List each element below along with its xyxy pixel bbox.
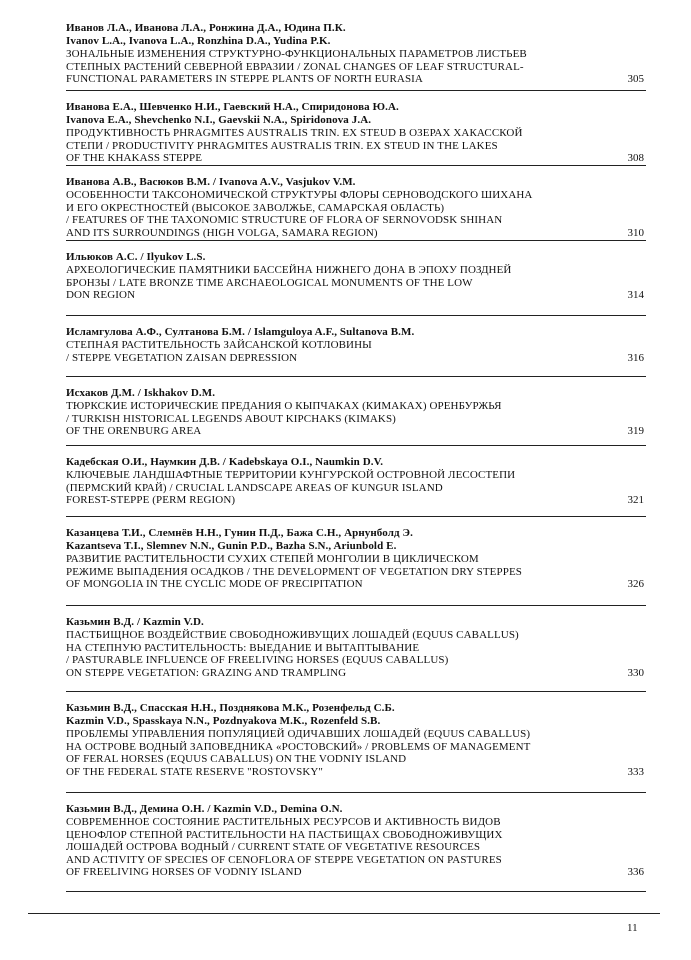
entry-last-line (66, 227, 646, 240)
toc-entry (66, 316, 646, 377)
entry-last-line (66, 766, 646, 779)
entry-title-line: СТЕПИ / PRODUCTIVITY PHRAGMITES AUSTRALIS TRIN. EX STEUD IN THE LAKES (66, 139, 498, 152)
toc-entry (66, 692, 646, 793)
entry-title-line: РАЗВИТИЕ РАСТИТЕЛЬНОСТИ СУХИХ СТЕПЕЙ МОНГОЛИИ В ЦИКЛИЧЕСКОМ (66, 553, 479, 565)
entry-authors-en: Kazantseva T.I., Slemnev N.N., Gunin P.D., Bazha S.N., Ariunbold E. (66, 540, 397, 552)
table-of-contents (66, 16, 646, 892)
entry-title-line: БРОНЗЫ / LATE BRONZE TIME ARCHAEOLOGICAL MONUMENTS OF THE LOW (66, 276, 473, 289)
entry-title-line: ON STEPPE VEGETATION: GRAZING AND TRAMPLING (66, 666, 347, 679)
entry-title-line: / TURKISH HISTORICAL LEGENDS ABOUT KIPCHAKS (KIMAKS) (66, 412, 396, 425)
toc-entry (66, 241, 646, 316)
entry-page-number[interactable]: 319 (627, 425, 644, 437)
entry-title-line: / PASTURABLE INFLUENCE OF FREELIVING HORSES (EQUUS CABALLUS) (66, 654, 449, 666)
entry-title-line: И ЕГО ОКРЕСТНОСТЕЙ (ВЫСОКОЕ ЗАВОЛЖЬЕ, САМАРСКАЯ ОБЛАСТЬ) (66, 201, 445, 214)
entry-last-line (66, 425, 646, 438)
entry-title-line: DON REGION (66, 289, 136, 301)
entry-authors: Исламгулова А.Ф., Султанова Б.М. / Islamguloya A.F., Sultanova B.M. (66, 326, 415, 338)
entry-authors-en: Ivanova E.A., Shevchenko N.I., Gaevskii N.A., Spiridonova J.A. (66, 114, 372, 126)
entry-authors: Кадебская О.И., Наумкин Д.В. / Kadebskaya O.I., Naumkin D.V. (66, 456, 384, 468)
entry-page-number[interactable]: 314 (627, 289, 644, 301)
entry-page-number[interactable]: 330 (627, 666, 644, 679)
entry-authors: Ильюков А.С. / Ilyukov L.S. (66, 251, 206, 263)
entry-title-line: / FEATURES OF THE TAXONOMIC STRUCTURE OF FLORA OF SERNOVODSK SHIHAN (66, 214, 503, 226)
page-bottom-rule (28, 913, 660, 914)
entry-title-line: СОВРЕМЕННОЕ СОСТОЯНИЕ РАСТИТЕЛЬНЫХ РЕСУРСОВ И АКТИВНОСТЬ ВИДОВ (66, 816, 501, 828)
entry-last-line (66, 152, 646, 165)
entry-page-number[interactable]: 326 (627, 578, 644, 590)
entry-title-line: КЛЮЧЕВЫЕ ЛАНДШАФТНЫЕ ТЕРРИТОРИИ КУНГУРСКОЙ ОСТРОВНОЙ ЛЕСОСТЕПИ (66, 469, 516, 481)
toc-entry (66, 606, 646, 692)
entry-authors: Казьмин В.Д. / Kazmin V.D. (66, 616, 204, 628)
entry-authors-ru: Иванова Е.А., Шевченко Н.И., Гаевский Н.А., Спиридонова Ю.А. (66, 101, 399, 113)
entry-title-line: НА ОСТРОВЕ ВОДНЫЙ ЗАПОВЕДНИКА «РОСТОВСКИЙ» / PROBLEMS OF MANAGEMENT (66, 740, 531, 753)
entry-authors: Исхаков Д.М. / Iskhakov D.M. (66, 387, 216, 399)
entry-title-line: OF MONGOLIA IN THE CYCLIC MODE OF PRECIPITATION (66, 578, 363, 590)
entry-title-line: OF THE ORENBURG AREA (66, 425, 202, 437)
entry-last-line (66, 73, 646, 86)
entry-title-line: ТЮРКСКИЕ ИСТОРИЧЕСКИЕ ПРЕДАНИЯ О КЫПЧАКАХ (КИМАКАХ) ОРЕНБУРЖЬЯ (66, 400, 502, 412)
entry-page-number[interactable]: 310 (627, 226, 644, 239)
entry-page-number[interactable]: 321 (627, 494, 644, 506)
entry-authors: Иванова А.В., Васюков В.М. / Ivanova A.V., Vasjukov V.M. (66, 176, 356, 188)
entry-title-line: АРХЕОЛОГИЧЕСКИЕ ПАМЯТНИКИ БАССЕЙНА НИЖНЕГО ДОНА В ЭПОХУ ПОЗДНЕЙ (66, 264, 512, 276)
entry-authors-ru: Иванов Л.А., Иванова Л.А., Ронжина Д.А., Юдина П.К. (66, 22, 346, 34)
toc-entry (66, 517, 646, 606)
toc-entry (66, 16, 646, 91)
entry-title-line: AND ACTIVITY OF SPECIES OF CENOFLORA OF STEPPE VEGETATION ON PASTURES (66, 853, 502, 866)
entry-title-line: OF THE KHAKASS STEPPE (66, 152, 203, 164)
toc-entry (66, 793, 646, 892)
entry-page-number[interactable]: 316 (627, 351, 644, 364)
entry-last-line (66, 866, 646, 879)
entry-title-line: AND ITS SURROUNDINGS (HIGH VOLGA, SAMARA REGION) (66, 226, 378, 239)
entry-title-line: ПРОДУКТИВНОСТЬ PHRAGMITES AUSTRALIS TRIN. EX STEUD В ОЗЕРАХ ХАКАССКОЙ (66, 127, 523, 139)
entry-authors-ru: Казанцева Т.И., Слемнёв Н.Н., Гунин П.Д., Бажа С.Н., Арнунболд Э. (66, 527, 413, 539)
toc-entry (66, 166, 646, 241)
entry-title-line: FOREST-STEPPE (PERM REGION) (66, 494, 236, 506)
entry-last-line (66, 578, 646, 591)
entry-page-number[interactable]: 336 (627, 866, 644, 878)
entry-page-number[interactable]: 333 (627, 765, 644, 778)
entry-title-line: НА СТЕПНУЮ РАСТИТЕЛЬНОСТЬ: ВЫЕДАНИЕ И ВЫТАПТЫВАНИЕ (66, 641, 420, 654)
page-number: 11 (627, 922, 638, 934)
entry-title-line: OF THE FEDERAL STATE RESERVE "ROSTOVSKY" (66, 765, 324, 778)
entry-title-line: ОСОБЕННОСТИ ТАКСОНОМИЧЕСКОЙ СТРУКТУРЫ ФЛОРЫ СЕРНОВОДСКОГО ШИХАНА (66, 189, 533, 201)
entry-page-number[interactable]: 308 (627, 152, 644, 164)
entry-title-line: РЕЖИМЕ ВЫПАДЕНИЯ ОСАДКОВ / THE DEVELOPMENT OF VEGETATION DRY STEPPES (66, 565, 522, 578)
toc-entry (66, 91, 646, 166)
entry-title-line: FUNCTIONAL PARAMETERS IN STEPPE PLANTS OF NORTH EURASIA (66, 73, 423, 85)
entry-last-line (66, 352, 646, 365)
entry-authors-en: Kazmin V.D., Spasskaya N.N., Pozdnyakova M.K., Rozenfeld S.B. (66, 715, 381, 727)
entry-title-line: ПРОБЛЕМЫ УПРАВЛЕНИЯ ПОПУЛЯЦИЕЙ ОДИЧАВШИХ ЛОШАДЕЙ (EQUUS CABALLUS) (66, 728, 531, 740)
entry-title-line: СТЕПНЫХ РАСТЕНИЙ СЕВЕРНОЙ ЕВРАЗИИ / ZONAL CHANGES OF LEAF STRUCTURAL- (66, 60, 524, 73)
entry-title-line: / STEPPE VEGETATION ZAISAN DEPRESSION (66, 351, 298, 364)
entry-title-line: ЛОШАДЕЙ ОСТРОВА ВОДНЫЙ / CURRENT STATE OF VEGETATIVE RESOURCES (66, 841, 481, 853)
entry-page-number[interactable]: 305 (627, 73, 644, 85)
toc-entry (66, 446, 646, 517)
entry-title-line: ПАСТБИЩНОЕ ВОЗДЕЙСТВИЕ СВОБОДНОЖИВУЩИХ ЛОШАДЕЙ (EQUUS CABALLUS) (66, 629, 519, 641)
entry-title-line: СТЕПНАЯ РАСТИТЕЛЬНОСТЬ ЗАЙСАНСКОЙ КОТЛОВИНЫ (66, 339, 372, 351)
entry-last-line (66, 667, 646, 680)
entry-title-line: (ПЕРМСКИЙ КРАЙ) / CRUCIAL LANDSCAPE AREAS OF KUNGUR ISLAND (66, 481, 443, 494)
entry-title-line: ЗОНАЛЬНЫЕ ИЗМЕНЕНИЯ СТРУКТУРНО-ФУНКЦИОНАЛЬНЫХ ПАРАМЕТРОВ ЛИСТЬЕВ (66, 48, 527, 60)
entry-title-line: ЦЕНОФЛОР СТЕПНОЙ РАСТИТЕЛЬНОСТИ НА ПАСТБИЩАХ СВОБОДНОЖИВУЩИХ (66, 828, 503, 841)
entry-title-line: OF FERAL HORSES (EQUUS CABALLUS) ON THE VODNIY ISLAND (66, 753, 407, 765)
entry-title-line: OF FREELIVING HORSES OF VODNIY ISLAND (66, 866, 302, 878)
entry-last-line (66, 289, 646, 302)
entry-last-line (66, 494, 646, 507)
entry-authors: Казьмин В.Д., Демина О.Н. / Kazmin V.D., Demina O.N. (66, 803, 343, 815)
entry-authors-en: Ivanov L.A., Ivanova L.A., Ronzhina D.A., Yudina P.K. (66, 35, 331, 47)
toc-entry (66, 377, 646, 446)
entry-authors-ru: Казьмин В.Д., Спасская Н.Н., Позднякова М.К., Розенфельд С.Б. (66, 702, 395, 714)
